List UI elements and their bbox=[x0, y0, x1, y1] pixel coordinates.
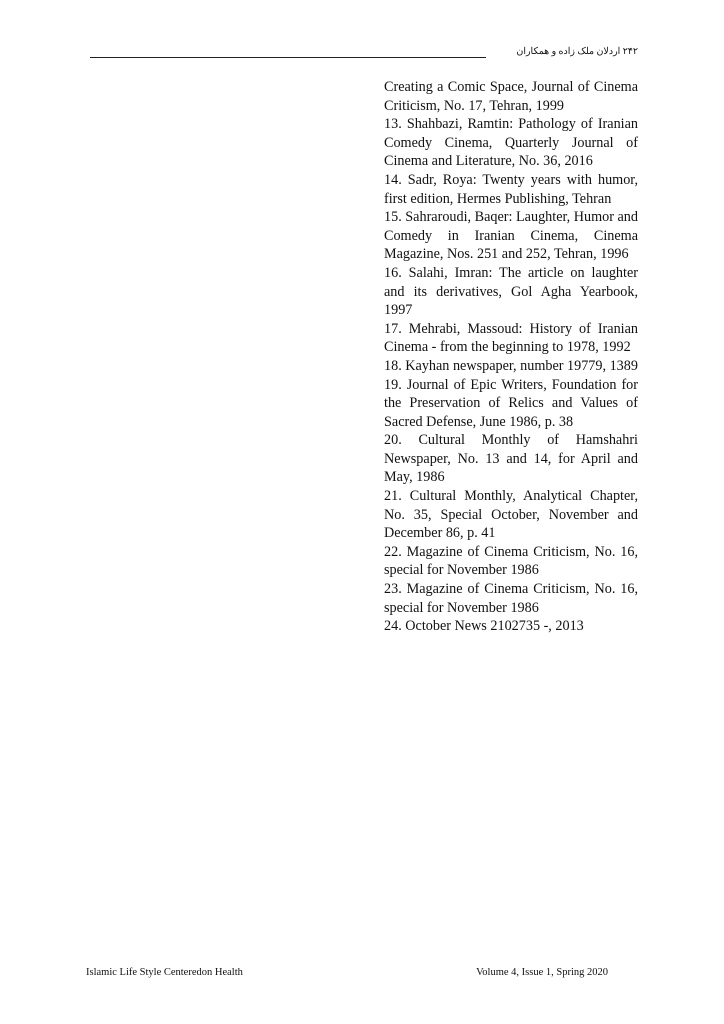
reference-item: 20. Cultural Monthly of Hamshahri Newspaper, No. 13 and 14, for April and May, 1986 bbox=[384, 432, 638, 486]
reference-item: 19. Journal of Epic Writers, Foundation for the Preservation of Relics and Values of Sacred Defense, June 1986, p. 38 bbox=[384, 376, 638, 430]
reference-item: 23. Magazine of Cinema Criticism, No. 16, special for November 1986 bbox=[384, 581, 638, 616]
header-rule bbox=[90, 57, 486, 58]
reference-list bbox=[384, 78, 638, 636]
reference-item: 18. Kayhan newspaper, number 19779, 1389 bbox=[384, 357, 638, 374]
reference-item: 24. October News 2102735 -, 2013 bbox=[384, 618, 584, 635]
footer-issue-info: Volume 4, Issue 1, Spring 2020 bbox=[476, 967, 608, 978]
reference-item: 13. Shahbazi, Ramtin: Pathology of Iranian Comedy Cinema, Quarterly Journal of Cinema and Literature, No. 36, 2016 bbox=[384, 116, 638, 170]
reference-item: 16. Salahi, Imran: The article on laughter and its derivatives, Gol Agha Yearbook, 1997 bbox=[384, 264, 638, 319]
reference-item: Creating a Comic Space, Journal of Cinema Criticism, No. 17, Tehran, 1999 bbox=[384, 79, 638, 114]
reference-item: 17. Mehrabi, Massoud: History of Iranian Cinema - from the beginning to 1978, 1992 bbox=[384, 320, 638, 356]
reference-item: 15. Sahraroudi, Baqer: Laughter, Humor and Comedy in Iranian Cinema, Cinema Magazine, Nos. 251 and 252, Tehran, 1996 bbox=[384, 209, 638, 263]
reference-item: 14. Sadr, Roya: Twenty years with humor, first edition, Hermes Publishing, Tehran bbox=[384, 171, 638, 207]
reference-item: 22. Magazine of Cinema Criticism, No. 16, special for November 1986 bbox=[384, 543, 638, 579]
running-header: ۲۴۲ اردلان ملک زاده و همکاران bbox=[516, 47, 638, 57]
footer-journal-name: Islamic Life Style Centeredon Health bbox=[86, 967, 243, 978]
reference-item: 21. Cultural Monthly, Analytical Chapter, No. 35, Special October, November and December 86, p. 41 bbox=[384, 488, 638, 542]
